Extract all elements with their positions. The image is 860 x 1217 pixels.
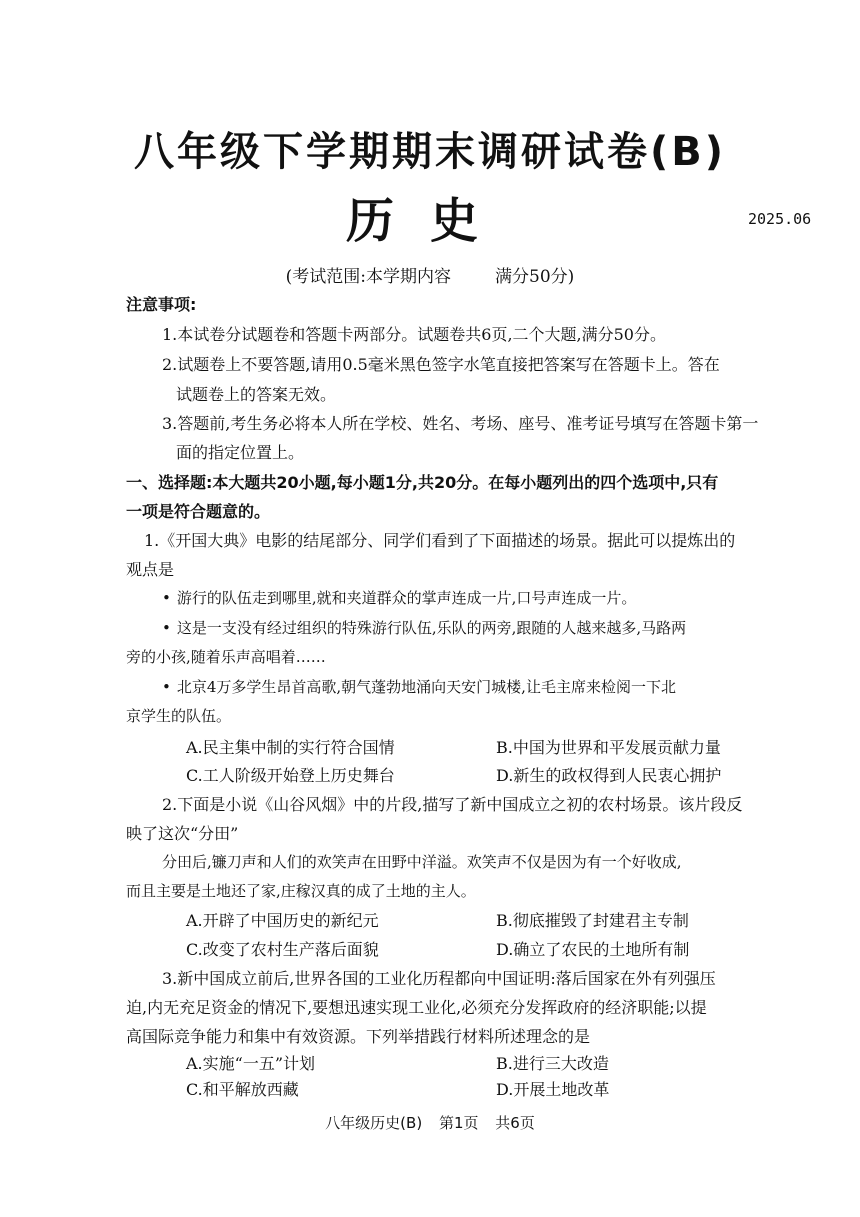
q3-stem-line-3: 高国际竞争能力和集中有效资源。下列举措践行材料所述理念的是 (126, 1027, 591, 1046)
q1-stem-line-1: 1.《开国大典》电影的结尾部分、同学们看到了下面描述的场景。据此可以提炼出的 (144, 531, 736, 550)
subject-title: 历史 (345, 193, 514, 249)
footer-page-number: 第1页 (438, 1114, 479, 1132)
q2-stem-line-2: 映了这次“分田” (126, 824, 239, 843)
q1-bullet-1: • 游行的队伍走到哪里,就和夹道群众的掌声连成一片,口号声连成一片。 (162, 587, 636, 608)
q2-quote-line-2: 而且主要是土地还了家,庄稼汉真的成了土地的主人。 (126, 882, 476, 900)
exam-date: 2025.06 (748, 210, 812, 228)
q1-option-c: C.工人阶级开始登上历史舞台 (186, 766, 395, 785)
q1-bullet-3-line-1: • 北京4万多学生昂首高歌,朝气蓬勃地涌向天安门城楼,让毛主席来检阅一下北 (162, 676, 676, 697)
q2-option-c: C.改变了农村生产落后面貌 (186, 940, 379, 959)
q1-option-d: D.新生的政权得到人民衷心拥护 (496, 766, 722, 785)
q1-bullet-3-line-2: 京学生的队伍。 (126, 707, 232, 725)
section-heading-line-2: 一项是符合题意的。 (126, 502, 271, 521)
scope-range: (考试范围:本学期内容 (285, 267, 452, 287)
q3-stem-line-2: 迫,内无充足资金的情况下,要想迅速实现工业化,必须充分发挥政府的经济职能;以提 (126, 998, 707, 1017)
q2-stem-line-1: 2.下面是小说《山谷风烟》中的片段,描写了新中国成立之初的农村场景。该片段反 (162, 795, 743, 814)
q2-quote-line-1: 分田后,镰刀声和人们的欢笑声在田野中洋溢。欢笑声不仅是因为有一个好收成, (162, 853, 682, 871)
notice-item-1: 1.本试卷分试题卷和答题卡两部分。试题卷共6页,二个大题,满分50分。 (162, 325, 666, 344)
q3-option-c: C.和平解放西藏 (186, 1080, 299, 1099)
notice-item-2-line-1: 2.试题卷上不要答题,请用0.5毫米黑色签字水笔直接把答案写在答题卡上。答在 (162, 355, 720, 374)
exam-scope (0, 262, 860, 287)
q2-option-a: A.开辟了中国历史的新纪元 (186, 911, 379, 930)
notice-item-2-line-2: 试题卷上的答案无效。 (176, 385, 337, 404)
notice-item-3-line-2: 面的指定位置上。 (176, 443, 305, 462)
q1-stem-line-2: 观点是 (126, 560, 175, 579)
page-footer (0, 1112, 860, 1133)
footer-total-pages: 共6页 (495, 1114, 535, 1132)
q1-option-a: A.民主集中制的实行符合国情 (186, 738, 395, 757)
q3-stem-line-1: 3.新中国成立前后,世界各国的工业化历程都向中国证明:落后国家在外有列强压 (162, 969, 716, 988)
notice-heading: 注意事项: (126, 295, 197, 314)
q3-option-d: D.开展土地改革 (496, 1080, 610, 1099)
scope-score: 满分50分) (495, 267, 575, 287)
q3-option-b: B.进行三大改造 (496, 1054, 609, 1073)
notice-item-3-line-1: 3.答题前,考生务必将本人所在学校、姓名、考场、座号、准考证号填写在答题卡第一 (162, 414, 759, 433)
q1-option-b: B.中国为世界和平发展贡献力量 (496, 738, 721, 757)
exam-title: 八年级下学期期末调研试卷(B) (133, 129, 727, 175)
section-heading-line-1: 一、选择题:本大题共20小题,每小题1分,共20分。在每小题列出的四个选项中,只有 (126, 473, 719, 492)
q1-bullet-2-line-1: • 这是一支没有经过组织的特殊游行队伍,乐队的两旁,跟随的人越来越多,马路两 (162, 617, 686, 638)
q1-bullet-2-line-2: 旁的小孩,随着乐声高唱着…… (126, 648, 326, 666)
footer-course: 八年级历史(B) (325, 1114, 423, 1132)
q2-option-d: D.确立了农民的土地所有制 (496, 940, 690, 959)
q3-option-a: A.实施“一五”计划 (186, 1054, 316, 1073)
q2-option-b: B.彻底摧毁了封建君主专制 (496, 911, 689, 930)
